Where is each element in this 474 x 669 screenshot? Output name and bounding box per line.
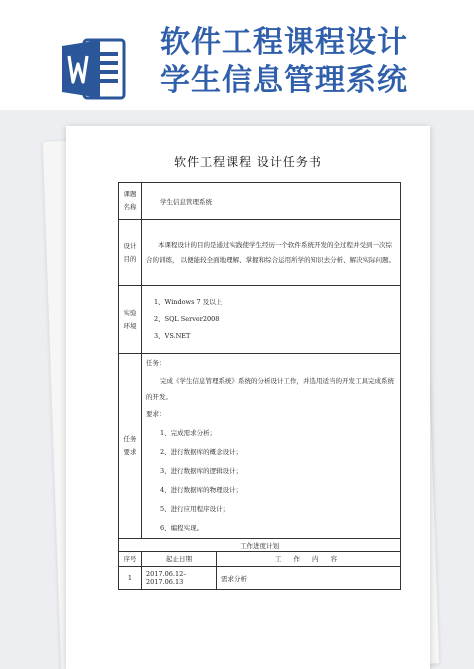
requirement-item: 2、进行数据库的概念设计； bbox=[160, 448, 243, 456]
col-header-no: 序号 bbox=[119, 552, 142, 567]
requirements-heading: 要求： bbox=[146, 410, 166, 418]
document-page bbox=[66, 126, 430, 669]
requirement-item: 5、进行应用程序设计； bbox=[160, 505, 230, 513]
table-row-name bbox=[119, 183, 401, 220]
label-task-requirements: 任务要求 bbox=[119, 354, 142, 539]
requirement-item: 3、进行数据库的逻辑设计； bbox=[160, 467, 243, 475]
table-row-task bbox=[119, 354, 401, 539]
table-row-schedule-title bbox=[119, 539, 401, 552]
banner-title bbox=[160, 24, 408, 100]
label-design-goal: 设计目的 bbox=[119, 220, 142, 286]
table-row-env bbox=[119, 286, 401, 354]
schedule-content: 需求分析 bbox=[217, 567, 401, 590]
table-row-schedule-header bbox=[119, 552, 401, 567]
task-description: 完成《学生信息管理系统》系统的分析设计工作，并选用适当的开发工具完成系统的开发。 bbox=[146, 377, 394, 401]
banner-title-line2: 学生信息管理系统 bbox=[160, 63, 408, 98]
col-header-content: 工 作 内 容 bbox=[217, 552, 401, 567]
environment-item: 2、SQL Server2008 bbox=[154, 315, 220, 323]
schedule-no: 1 bbox=[119, 567, 142, 590]
col-header-date: 起止日期 bbox=[142, 552, 217, 567]
label-environment: 实验环境 bbox=[119, 286, 142, 354]
requirement-item: 4、进行数据库的物理设计； bbox=[160, 486, 243, 494]
requirement-item: 6、编程实现。 bbox=[160, 524, 204, 532]
banner bbox=[0, 0, 474, 110]
document-title: 软件工程课程 设计任务书 bbox=[174, 155, 322, 169]
task-requirements-content bbox=[142, 354, 401, 539]
table-row-goal bbox=[119, 220, 401, 286]
topic-name-value: 学生信息管理系统 bbox=[142, 183, 401, 220]
environment-list bbox=[142, 286, 401, 354]
table-row bbox=[119, 567, 401, 590]
design-goal-text: 本课程设计的目的是通过实践使学生经历一个软件系统开发的全过程并受到一次综合的训练， 以便能较全面地理解、掌握和综合运用所学的知识去分析、解决实际问题。 bbox=[142, 220, 401, 286]
environment-item: 1、Windows 7 及以上 bbox=[154, 298, 223, 306]
task-table bbox=[118, 182, 401, 590]
label-topic-name: 课题名称 bbox=[119, 183, 142, 220]
task-heading: 任务： bbox=[146, 359, 166, 367]
word-icon bbox=[62, 38, 126, 100]
requirement-item: 1、完成需求分析； bbox=[160, 429, 217, 437]
schedule-date: 2017.06.12–2017.06.13 bbox=[142, 567, 217, 590]
schedule-title: 工作进度计划 bbox=[119, 539, 401, 552]
environment-item: 3、VS.NET bbox=[154, 332, 191, 340]
banner-title-line1: 软件工程课程设计 bbox=[160, 25, 408, 60]
